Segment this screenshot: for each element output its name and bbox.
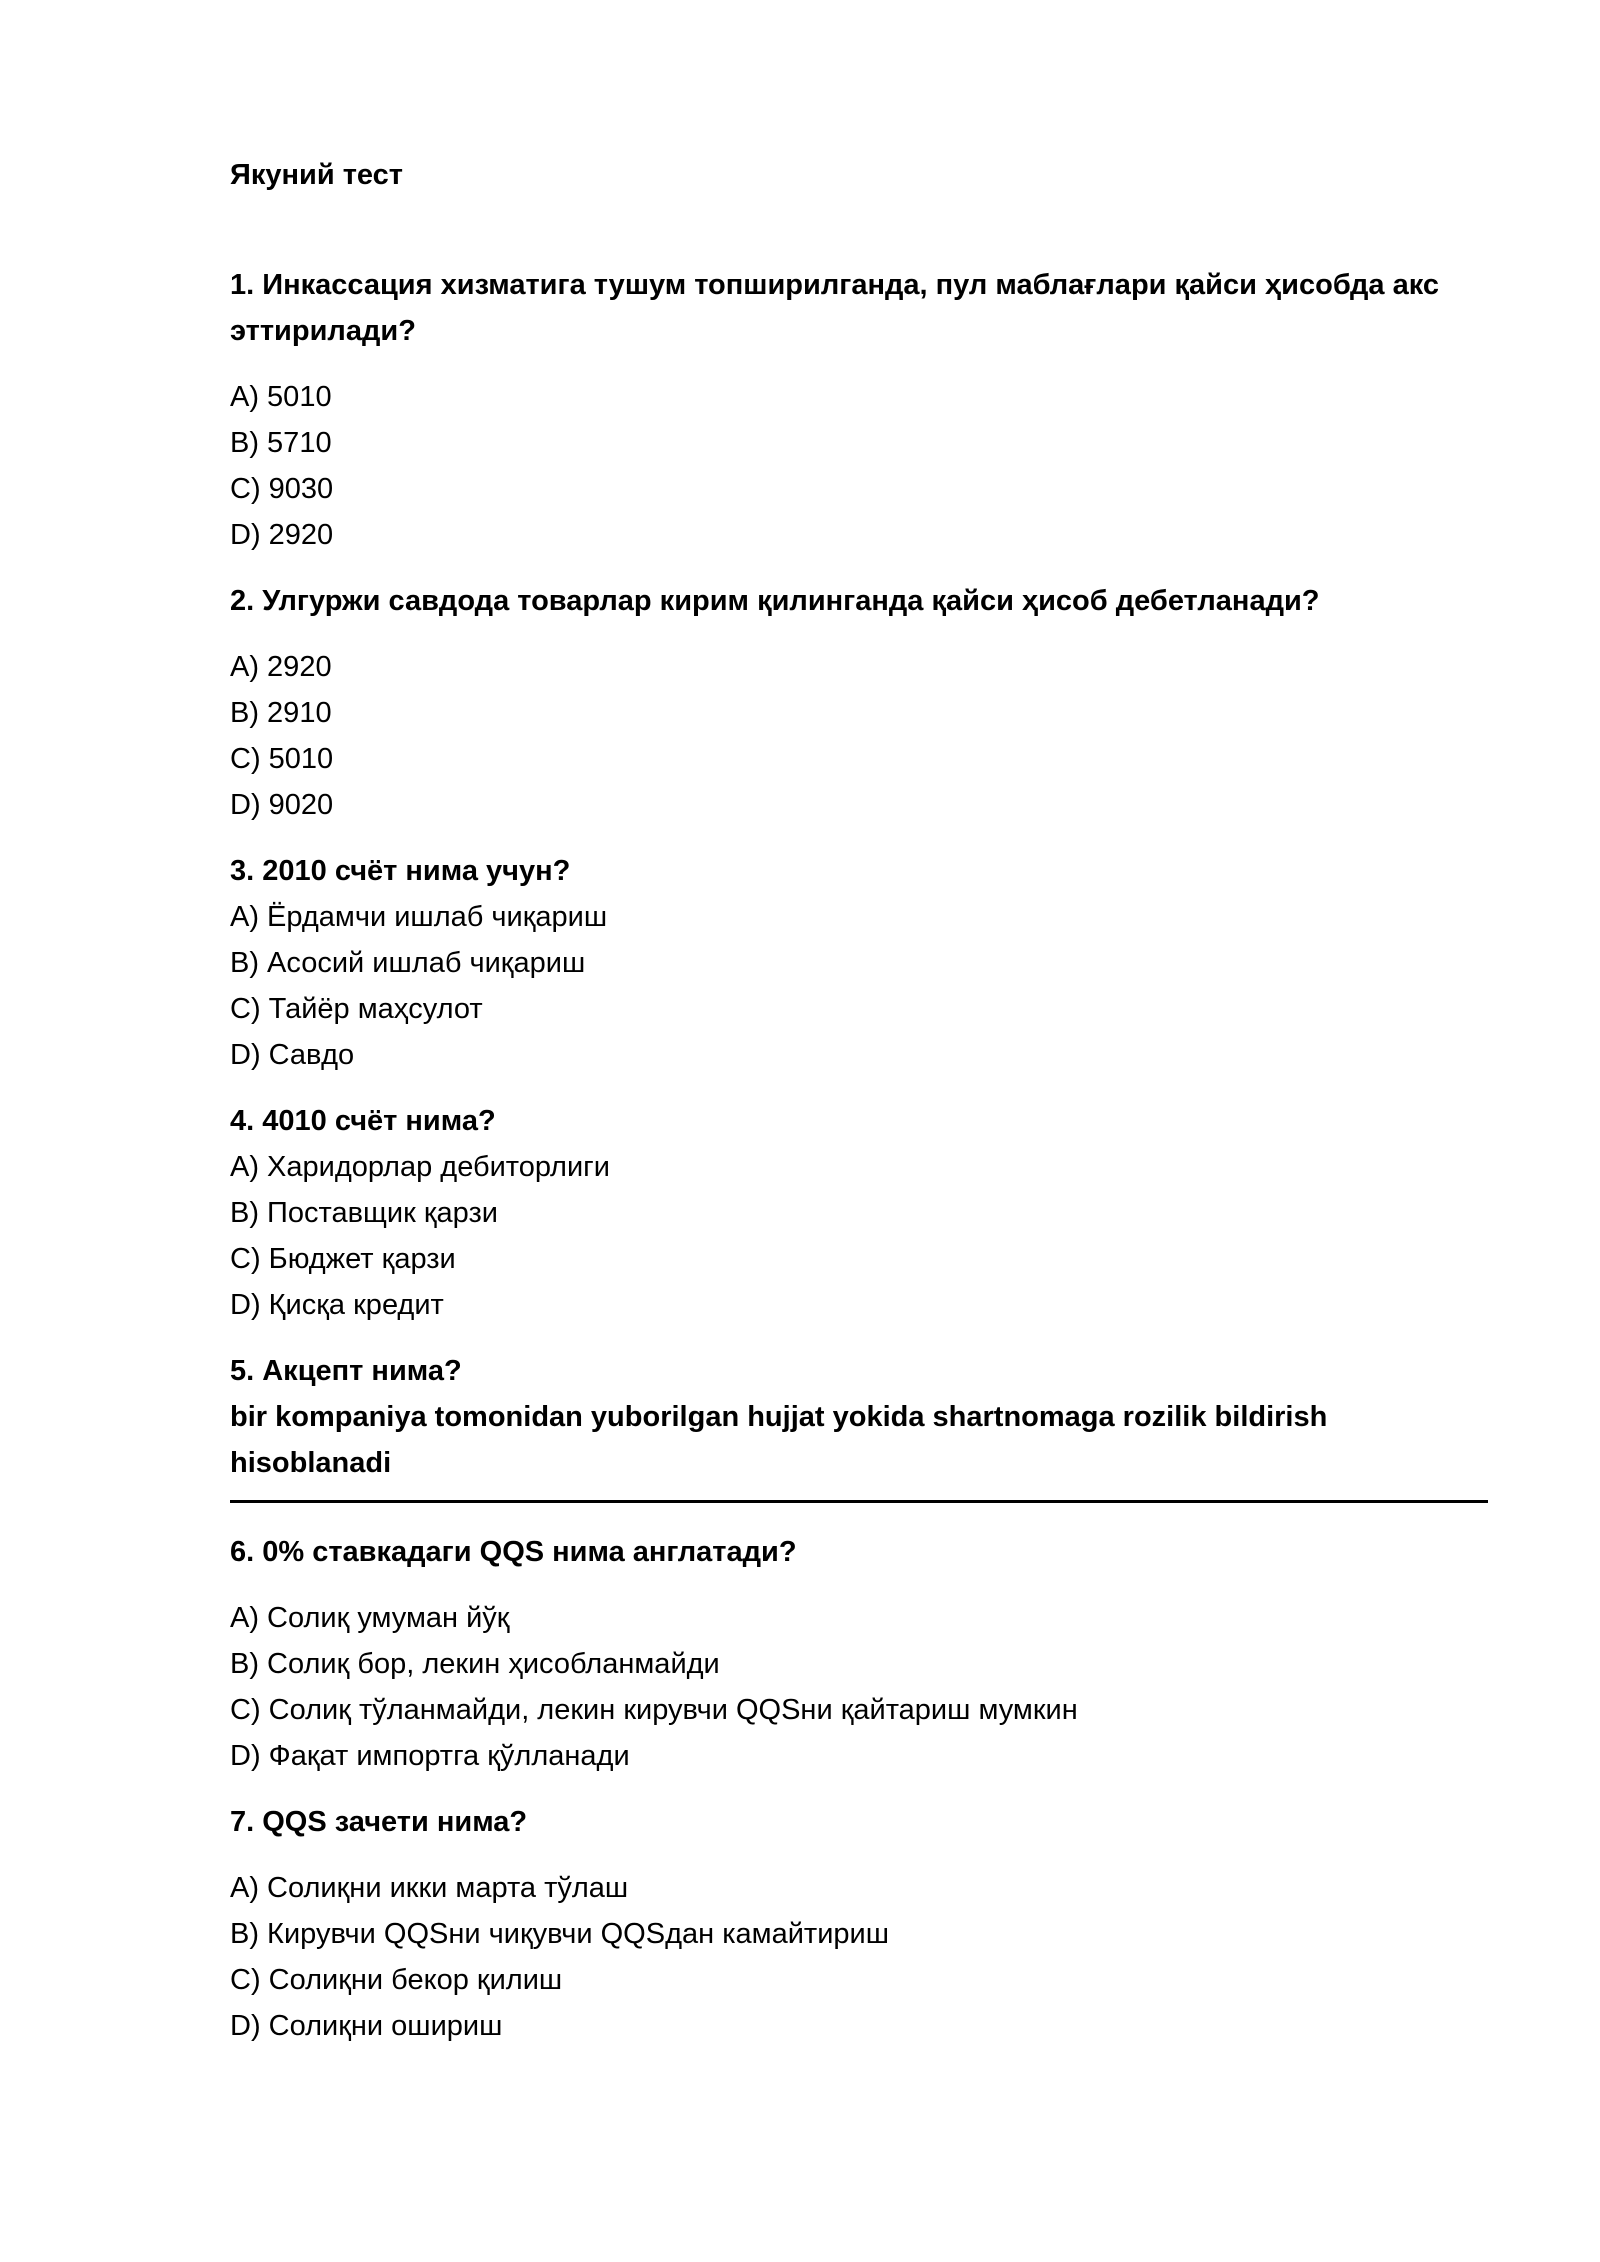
question-2-options	[230, 644, 1490, 828]
question-list	[230, 262, 1490, 2049]
question-7-text: 7. QQS зачети нима?	[230, 1806, 528, 1838]
document-title: Якуний тест	[230, 159, 403, 191]
question-5-text: 5. Акцепт нима?	[230, 1355, 462, 1387]
question-7-option-b: B) Кирувчи QQSни чиқувчи QQSдан камайтириш	[230, 1918, 889, 1950]
question-7-option-d: D) Солиқни ошириш	[230, 2010, 503, 2042]
question-2-option-b: B) 2910	[230, 697, 332, 729]
question-1-options	[230, 374, 1490, 558]
question-3-option-b: B) Асосий ишлаб чиқариш	[230, 947, 586, 979]
question-2-option-d: D) 9020	[230, 789, 334, 821]
question-6	[230, 1529, 1490, 1779]
answer-underline	[230, 1500, 1488, 1503]
question-7-option-c: C) Солиқни бекор қилиш	[230, 1964, 563, 1996]
question-4	[230, 1098, 1490, 1328]
question-6-option-d: D) Фақат импортга қўлланади	[230, 1740, 630, 1772]
question-1	[230, 262, 1490, 558]
question-3-option-a: A) Ёрдамчи ишлаб чиқариш	[230, 901, 608, 933]
question-1-option-c: C) 9030	[230, 473, 334, 505]
question-4-option-c: C) Бюджет қарзи	[230, 1243, 456, 1275]
question-7-option-a: A) Солиқни икки марта тўлаш	[230, 1872, 629, 1904]
question-7	[230, 1799, 1490, 2049]
question-2	[230, 578, 1490, 828]
question-1-option-d: D) 2920	[230, 519, 334, 551]
question-4-options	[230, 1144, 1490, 1328]
question-3-options	[230, 894, 1490, 1078]
question-3-option-c: C) Тайёр маҳсулот	[230, 993, 483, 1025]
question-1-text: 1. Инкассация хизматига тушум топширилганда, пул маблағлари қайси ҳисобда акс эттирилади?	[230, 269, 1439, 347]
question-6-text: 6. 0% ставкадаги QQS нима англатади?	[230, 1536, 797, 1568]
question-4-text: 4. 4010 счёт нима?	[230, 1105, 496, 1137]
question-6-option-a: A) Солиқ умуман йўқ	[230, 1602, 510, 1634]
question-3-text: 3. 2010 счёт нима учун?	[230, 855, 571, 887]
question-2-option-c: C) 5010	[230, 743, 334, 775]
question-4-option-a: A) Харидорлар дебиторлиги	[230, 1151, 610, 1183]
question-5-answer: bir kompaniya tomonidan yuborilgan hujjat yokida shartnomaga rozilik bildirish hisoblanadi	[230, 1401, 1328, 1479]
question-1-option-b: B) 5710	[230, 427, 332, 459]
question-6-options	[230, 1595, 1490, 1779]
question-7-options	[230, 1865, 1490, 2049]
question-1-option-a: A) 5010	[230, 381, 332, 413]
question-2-option-a: A) 2920	[230, 651, 332, 683]
question-6-option-c: C) Солиқ тўланмайди, лекин кирувчи QQSни қайтариш мумкин	[230, 1694, 1078, 1726]
question-4-option-d: D) Қисқа кредит	[230, 1289, 444, 1321]
question-3-option-d: D) Савдо	[230, 1039, 355, 1071]
question-4-option-b: B) Поставщик қарзи	[230, 1197, 498, 1229]
question-2-text: 2. Улгуржи савдода товарлар кирим қилинганда қайси ҳисоб дебетланади?	[230, 585, 1320, 617]
question-5	[230, 1348, 1490, 1503]
question-3	[230, 848, 1490, 1078]
question-6-option-b: B) Солиқ бор, лекин ҳисобланмайди	[230, 1648, 720, 1680]
